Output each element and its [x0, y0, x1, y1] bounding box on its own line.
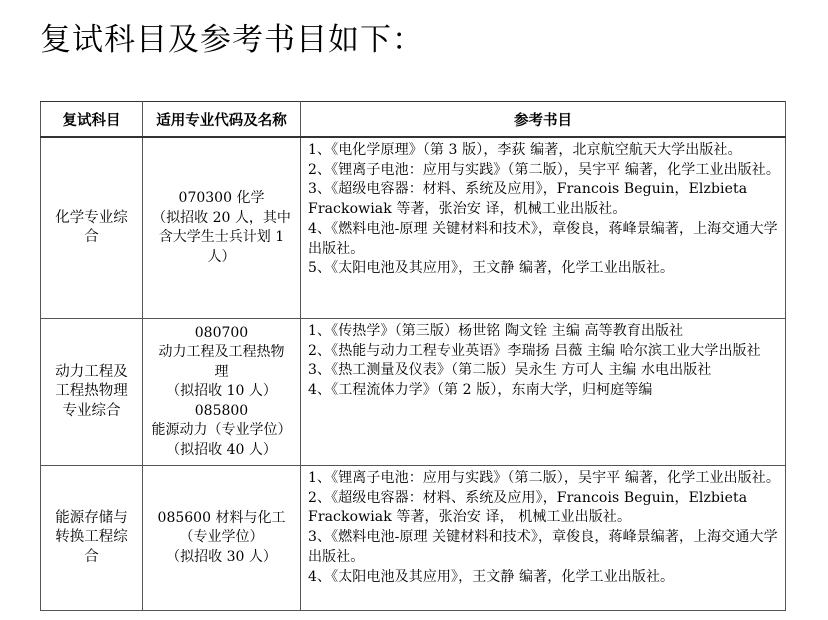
reference-books-table — [40, 101, 786, 611]
books-cell — [301, 137, 786, 319]
book-item: 1、《传热学》（第三版）杨世铭 陶文铨 主编 高等教育出版社 — [308, 323, 684, 339]
header-subject: 复试科目 — [41, 102, 143, 138]
subject-line: 合 — [84, 548, 99, 565]
book-item: 3、《燃料电池-原理 关键材料和技术》，章俊良，蒋峰景编著，上海交通大学出版社。 — [308, 529, 778, 565]
major-line: （拟招收 10 人） — [166, 383, 277, 400]
major-cell — [143, 137, 301, 319]
book-item: 2、《热能与动力工程专业英语》李瑞扬 吕薇 主编 哈尔滨工业大学出版社 — [308, 342, 761, 359]
book-item: 1、《锂离子电池：应用与实践》（第二版），吴宇平 编著，化学工业出版社。 — [308, 470, 780, 486]
book-item: 5、《太阳电池及其应用》，王文静 编著，化学工业出版社。 — [308, 260, 675, 277]
subject-cell — [41, 137, 143, 319]
subject-line: 专业综合 — [62, 402, 121, 419]
book-item: 4、《太阳电池及其应用》，王文静 编著，化学工业出版社。 — [308, 568, 675, 585]
book-item: 2、《超级电容器：材料、系统及应用》，Francois Beguin，Elzbieta Frackowiak 等著，张治安 译， 机械工业出版社。 — [308, 489, 748, 526]
table-header-row — [41, 102, 786, 138]
major-line: 人） — [207, 248, 236, 265]
major-line: 含大学生士兵计划 1 — [158, 229, 285, 245]
subject-line: 动力工程及 — [55, 363, 128, 380]
major-line: 085800 — [194, 402, 249, 419]
table-row — [41, 466, 786, 611]
books-cell — [301, 319, 786, 466]
subject-line: 化学专业综 — [55, 209, 128, 226]
major-line: 动力工程及工程热物 — [158, 344, 285, 361]
table-row — [41, 137, 786, 319]
major-line: （拟招收 40 人） — [166, 441, 277, 458]
subject-line: 能源存储与 — [55, 509, 128, 526]
major-line: 080700 — [194, 324, 249, 341]
major-line: （拟招收 20 人，其中 — [152, 209, 291, 226]
book-item: 4、《工程流体力学》（第 2 版），东南大学，归柯庭等编 — [308, 382, 653, 399]
major-line: 理 — [214, 363, 229, 380]
subject-line: 转换工程综 — [55, 529, 128, 546]
major-line: （拟招收 30 人） — [166, 548, 277, 565]
major-cell — [143, 319, 301, 466]
book-item: 3、《热工测量及仪表》（第二版）吴永生 方可人 主编 水电出版社 — [308, 362, 712, 379]
books-cell — [301, 466, 786, 611]
book-item: 1、《电化学原理》（第 3 版），李荻 编著，北京航空航天大学出版社。 — [308, 142, 742, 158]
subject-cell — [41, 319, 143, 466]
book-item: 4、《燃料电池-原理 关键材料和技术》，章俊良，蒋峰景编著，上海交通大学出版社。 — [308, 220, 778, 257]
subject-line: 工程热物理 — [55, 383, 128, 400]
header-major: 适用专业代码及名称 — [143, 102, 301, 138]
table-row — [41, 319, 786, 466]
major-line: （专业学位） — [179, 529, 264, 546]
header-books: 参考书目 — [301, 102, 786, 138]
major-line: 085600 材料与化工 — [157, 509, 286, 526]
major-cell — [143, 466, 301, 611]
subject-cell — [41, 466, 143, 611]
major-line: 能源动力（专业学位） — [151, 422, 292, 439]
book-item: 3、《超级电容器：材料、系统及应用》，Francois Beguin，Elzbieta Frackowiak 等著，张治安 译，机械工业出版社。 — [308, 181, 748, 218]
major-line: 070300 化学 — [178, 190, 265, 206]
book-item: 2、《锂离子电池：应用与实践》（第二版），吴宇平 编著，化学工业出版社。 — [308, 161, 780, 178]
subject-line: 合 — [84, 229, 99, 245]
page-title: 复试科目及参考书目如下： — [40, 22, 424, 58]
